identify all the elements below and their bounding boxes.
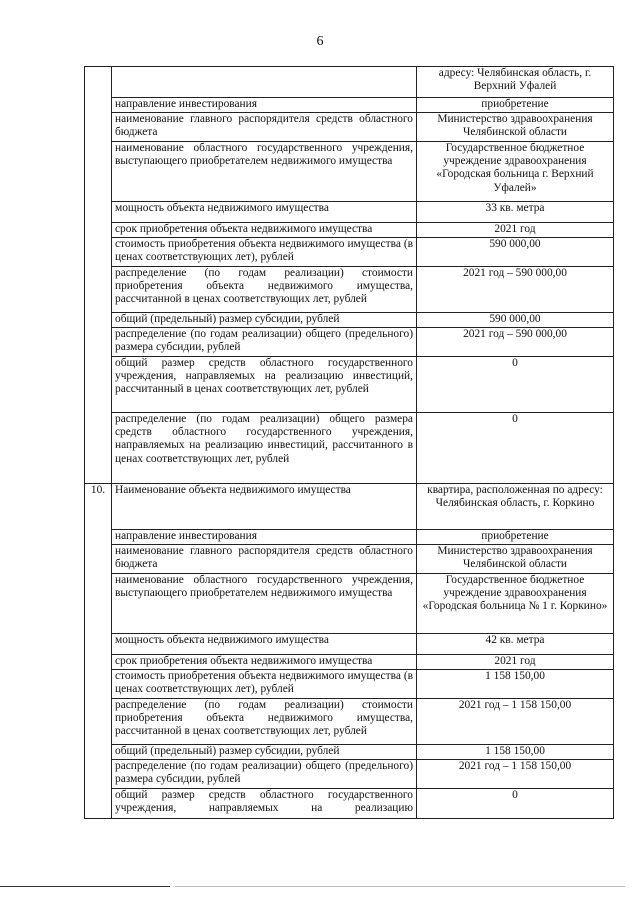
row-label: общий (предельный) размер субсидии, рублей	[112, 745, 417, 760]
table-row	[85, 67, 614, 98]
table-row	[85, 745, 614, 760]
row-value: 590 000,00	[417, 238, 614, 267]
table-row	[85, 545, 614, 574]
table-row	[85, 655, 614, 670]
row-value: адресу: Челябинская область, г. Верхний Уфалей	[417, 67, 614, 98]
row-label: направление инвестирования	[112, 98, 417, 113]
row-value: 0	[417, 413, 614, 484]
row-value: 33 кв. метра	[417, 202, 614, 223]
row-value: 2021 год – 1 158 150,00	[417, 699, 614, 745]
row-value: 1 158 150,00	[417, 670, 614, 699]
row-value: 2021 год – 590 000,00	[417, 328, 614, 357]
row-label: наименование главного распорядителя средств областного бюджета	[112, 113, 417, 142]
row-value: 1 158 150,00	[417, 745, 614, 760]
table-row	[85, 328, 614, 357]
table-row	[85, 634, 614, 655]
row-value: приобретение	[417, 98, 614, 113]
row-label: общий размер средств областного государственного учреждения, направляемых на реализацию инвестиций, рассчитанный в ценах соответствующих лет, рублей	[112, 357, 417, 413]
row-value: Государственное бюджетное учреждение здравоохранения «Городская больница г. Верхний Уфалей»	[417, 142, 614, 202]
table-row	[85, 238, 614, 267]
row-value: Министерство здравоохранения Челябинской области	[417, 113, 614, 142]
row-value: 0	[417, 789, 614, 819]
table-row	[85, 267, 614, 313]
row-label: распределение (по годам реализации) стоимости приобретения объекта недвижимого имущества, рассчитанной в ценах соответствующих лет, рублей	[112, 699, 417, 745]
table-row	[85, 789, 614, 819]
row-label: направление инвестирования	[112, 530, 417, 545]
row-value: квартира, расположенная по адресу: Челябинская область, г. Коркино	[417, 484, 614, 530]
row-label	[112, 67, 417, 98]
table-row	[85, 202, 614, 223]
table-row	[85, 98, 614, 113]
row-value: 2021 год	[417, 223, 614, 238]
row-label: наименование областного государственного учреждения, выступающего приобретателем недвижимого имущества	[112, 574, 417, 634]
row-label: мощность объекта недвижимого имущества	[112, 634, 417, 655]
table-row	[85, 113, 614, 142]
table-body	[85, 67, 614, 819]
row-number	[85, 67, 112, 484]
row-label: общий размер средств областного государственного учреждения, направляемых на реализацию	[112, 789, 417, 819]
row-value: 2021 год – 590 000,00	[417, 267, 614, 313]
row-value: 42 кв. метра	[417, 634, 614, 655]
row-label: распределение (по годам реализации) общего (предельного) размера субсидии, рублей	[112, 328, 417, 357]
row-label: распределение (по годам реализации) общего (предельного) размера субсидии, рублей	[112, 760, 417, 789]
footer-rule-faint	[175, 886, 625, 887]
table-row	[85, 699, 614, 745]
row-value: приобретение	[417, 530, 614, 545]
investment-table	[84, 66, 614, 819]
row-label: срок приобретения объекта недвижимого имущества	[112, 223, 417, 238]
row-label: срок приобретения объекта недвижимого имущества	[112, 655, 417, 670]
row-value: 2021 год	[417, 655, 614, 670]
table-row	[85, 223, 614, 238]
row-label: мощность объекта недвижимого имущества	[112, 202, 417, 223]
table-row	[85, 357, 614, 413]
table-row	[85, 313, 614, 328]
row-label: общий (предельный) размер субсидии, рублей	[112, 313, 417, 328]
footer-rule	[0, 886, 170, 887]
table-row	[85, 413, 614, 484]
row-value: Министерство здравоохранения Челябинской области	[417, 545, 614, 574]
page-number: 6	[316, 34, 324, 49]
row-value: Государственное бюджетное учреждение здравоохранения «Городская больница № 1 г. Коркино»	[417, 574, 614, 634]
row-label: наименование главного распорядителя средств областного бюджета	[112, 545, 417, 574]
row-label: Наименование объекта недвижимого имущества	[112, 484, 417, 530]
row-label: распределение (по годам реализации) стоимости приобретения объекта недвижимого имущества, рассчитанной в ценах соответствующих лет, рублей	[112, 267, 417, 313]
row-label: наименование областного государственного учреждения, выступающего приобретателем недвижимого имущества	[112, 142, 417, 202]
row-label: стоимость приобретения объекта недвижимого имущества (в ценах соответствующих лет), рублей	[112, 670, 417, 699]
table-row	[85, 530, 614, 545]
row-value: 590 000,00	[417, 313, 614, 328]
row-label: распределение (по годам реализации) общего размера средств областного государственного учреждения, направляемых на реализацию инвестиций, рассчитанного в ценах соответствующих лет, рублей	[112, 413, 417, 484]
row-number: 10.	[85, 484, 112, 819]
row-value: 0	[417, 357, 614, 413]
table-row	[85, 760, 614, 789]
table-row	[85, 574, 614, 634]
row-label: стоимость приобретения объекта недвижимого имущества (в ценах соответствующих лет), рублей	[112, 238, 417, 267]
table-row	[85, 142, 614, 202]
row-value: 2021 год – 1 158 150,00	[417, 760, 614, 789]
table-row	[85, 484, 614, 530]
table-row	[85, 670, 614, 699]
